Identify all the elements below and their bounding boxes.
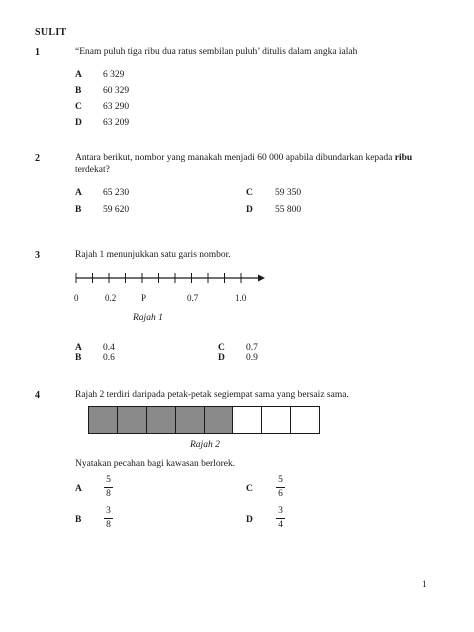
q1-option-b-value: 60 329 [103, 86, 130, 96]
grid-cell-empty [291, 407, 319, 433]
shaded-grid [88, 406, 320, 434]
q3-option-a-label: A [75, 343, 82, 353]
fraction-numerator: 5 [278, 475, 283, 485]
fraction-bar [276, 518, 285, 519]
q2-option-d-label: D [246, 205, 253, 215]
q1-option-a-label: A [75, 70, 82, 80]
tick-label-0-2: 0.2 [105, 293, 117, 303]
q2-option-a-label: A [75, 188, 82, 198]
fraction-numerator: 5 [106, 475, 111, 485]
q2-option-b-label: B [75, 205, 82, 215]
tick-label-1-0: 1.0 [235, 293, 247, 303]
grid-cell-empty [233, 407, 262, 433]
q3-option-b-value: 0.6 [103, 353, 115, 363]
q3-text: Rajah 1 menunjukkan satu garis nombor. [75, 250, 231, 260]
fraction-numerator: 3 [106, 506, 111, 516]
q2-option-c-value: 59 350 [275, 188, 302, 198]
figure-caption-2: Rajah 2 [190, 440, 220, 450]
q4-option-b-label: B [75, 515, 82, 525]
q1-option-b-label: B [75, 86, 82, 96]
q3-option-b-label: B [75, 353, 82, 363]
tick-label-0: 0 [74, 293, 79, 303]
q1-option-d-label: D [75, 118, 82, 128]
q1-option-d-value: 63 209 [103, 118, 130, 128]
figure-caption-1: Rajah 1 [133, 313, 163, 323]
q4-option-a-label: A [75, 484, 82, 494]
grid-cell-shaded [89, 407, 118, 433]
number-line [70, 266, 270, 290]
q3-option-c-label: C [218, 343, 225, 353]
q2-text-line2: terdekat? [75, 165, 110, 175]
q4-number: 4 [35, 390, 40, 401]
q2-text-bold: ribu [394, 153, 413, 163]
grid-cell-shaded [205, 407, 234, 433]
q3-option-d-value: 0.9 [246, 353, 258, 363]
number-line-arrow [258, 275, 265, 282]
grid-cell-shaded [147, 407, 176, 433]
grid-cell-shaded [176, 407, 205, 433]
q4-option-c-label: C [246, 484, 253, 494]
q3-option-c-value: 0.7 [246, 343, 258, 353]
q2-option-b-value: 59 620 [103, 205, 130, 215]
fraction-denominator: 8 [106, 520, 111, 530]
q4-option-a-fraction [104, 475, 113, 500]
fraction-denominator: 4 [278, 520, 283, 530]
fraction-denominator: 8 [106, 489, 111, 499]
q4-option-c-fraction [276, 475, 285, 500]
q3-number: 3 [35, 250, 40, 261]
q1-option-a-value: 6 329 [103, 70, 125, 80]
q2-number: 2 [35, 153, 40, 164]
q4-option-b-fraction [104, 506, 113, 531]
page-number: 1 [422, 580, 427, 590]
q3-option-d-label: D [218, 353, 225, 363]
q2-option-d-value: 55 800 [275, 205, 302, 215]
q1-text: “Enam puluh tiga ribu dua ratus sembilan puluh’ ditulis dalam angka ialah [75, 47, 358, 57]
q4-instruction: Nyatakan pecahan bagi kawasan berlorek. [75, 459, 236, 469]
q4-option-d-fraction [276, 506, 285, 531]
q2-text-pre: Antara berikut, nombor yang manakah menjadi 60 000 apabila dibundarkan kepada [75, 153, 395, 163]
fraction-numerator: 3 [278, 506, 283, 516]
fraction-bar [104, 487, 113, 488]
q4-option-d-label: D [246, 515, 253, 525]
fraction-bar [276, 487, 285, 488]
q1-option-c-value: 63 290 [103, 102, 130, 112]
q2-option-c-label: C [246, 188, 253, 198]
grid-cell-empty [262, 407, 291, 433]
q1-option-c-label: C [75, 102, 82, 112]
q1-number: 1 [35, 47, 40, 58]
fraction-denominator: 6 [278, 489, 283, 499]
q4-text: Rajah 2 terdiri daripada petak-petak segiempat sama yang bersaiz sama. [75, 390, 349, 400]
fraction-bar [104, 518, 113, 519]
q2-text-line1 [75, 153, 412, 163]
tick-label-p: P [141, 293, 147, 303]
q3-option-a-value: 0.4 [103, 343, 115, 353]
document-header: SULIT [35, 27, 67, 38]
q2-option-a-value: 65 230 [103, 188, 130, 198]
grid-cell-shaded [118, 407, 147, 433]
tick-label-0-7: 0.7 [187, 293, 199, 303]
